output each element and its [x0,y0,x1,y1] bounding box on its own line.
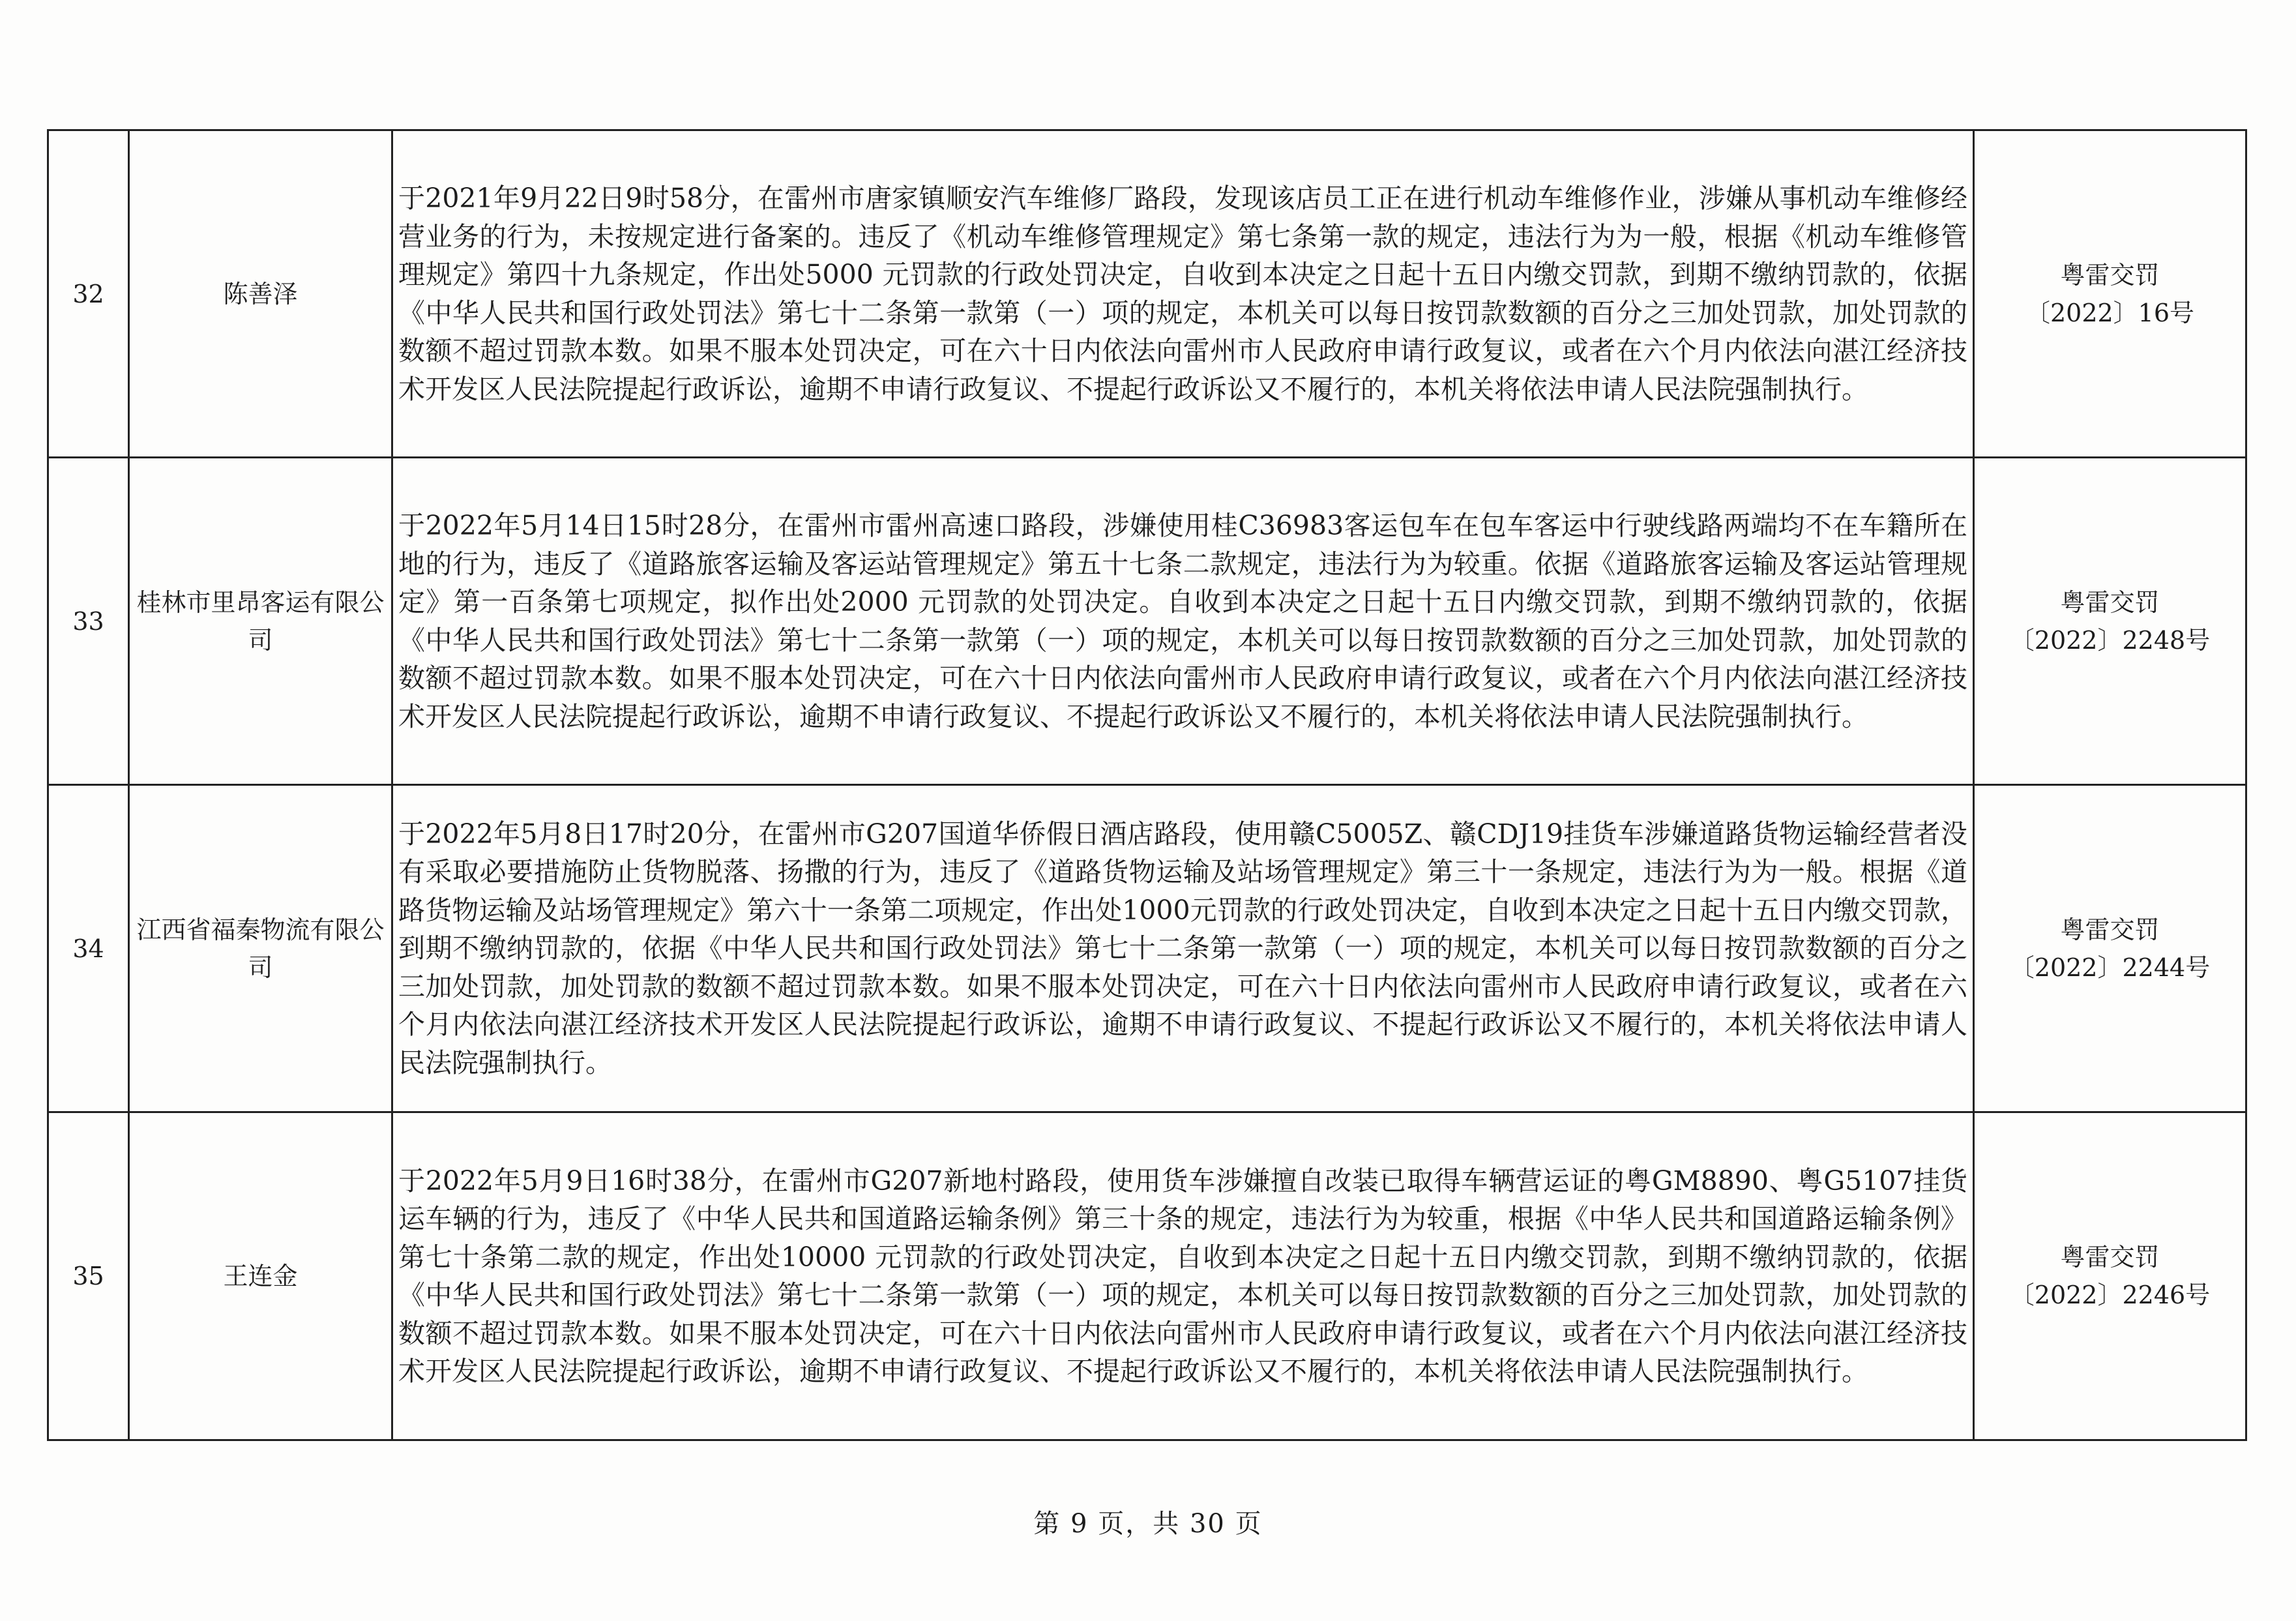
violation-detail: 于2022年5月14日15时28分，在雷州市雷州高速口路段，涉嫌使用桂C36983客运包车在包车客运中行驶线路两端均不在车籍所在地的行为，违反了《道路旅客运输及客运站管理规定》第五十七条二款规定，违法行为为较重。依据《道路旅客运输及客运站管理规定》第一百条第七项规定，拟作出处2000 元罚款的处罚决定。自收到本决定之日起十五日内缴交罚款，到期不缴纳罚款的，依据《中华人民共和国行政处罚法》第七十二条第一款第（一）项的规定，本机关可以每日按罚款数额的百分之三加处罚款，加处罚款的数额不超过罚款本数。如果不服本处罚决定，可在六十日内依法向雷州市人民政府申请行政复议，或者在六个月内依法向湛江经济技术开发区人民法院提起行政诉讼，逾期不申请行政复议、不提起行政诉讼又不履行的，本机关将依法申请人民法院强制执行。 [398,510,1967,732]
document-number: 〔2022〕16号 [2025,298,2195,327]
violation-detail-cell [392,130,1974,458]
party-name-cell [129,458,392,785]
violation-detail: 于2021年9月22日9时58分，在雷州市唐家镇顺安汽车维修厂路段，发现该店员工正在进行机动车维修作业，涉嫌从事机动车维修经营业务的行为，未按规定进行备案的。违反了《机动车维修管理规定》第七条第一款的规定，违法行为为一般，根据《机动车维修管理规定》第四十九条规定，作出处5000 元罚款的行政处罚决定，自收到本决定之日起十五日内缴交罚款，到期不缴纳罚款的，依据《中华人民共和国行政处罚法》第七十二条第一款第（一）项的规定，本机关可以每日按罚款数额的百分之三加处罚款，加处罚款的数额不超过罚款本数。如果不服本处罚决定，可在六十日内依法向雷州市人民政府申请行政复议，或者在六个月内依法向湛江经济技术开发区人民法院提起行政诉讼，逾期不申请行政复议、不提起行政诉讼又不履行的，本机关将依法申请人民法院强制执行。 [398,183,1967,405]
row-number: 32 [48,130,129,458]
party-name-cell [129,1112,392,1440]
document-number-cell [1974,130,2246,458]
penalty-table [47,129,2247,1441]
party-name-cell [129,130,392,458]
table-row [48,130,2246,458]
page-footer: 第 9 页，共 30 页 [1033,1509,1263,1539]
document-number-cell [1974,785,2246,1112]
violation-detail-cell [392,785,1974,1112]
violation-detail-cell [392,1112,1974,1440]
table-row [48,1112,2246,1440]
party-name: 桂林市里昂客运有限公司 [136,587,385,655]
row-number: 33 [48,458,129,785]
violation-detail-cell [392,458,1974,785]
table-row [48,458,2246,785]
row-number: 34 [48,785,129,1112]
violation-detail: 于2022年5月8日17时20分，在雷州市G207国道华侨假日酒店路段，使用赣C5005Z、赣CDJ19挂货车涉嫌道路货物运输经营者没有采取必要措施防止货物脱落、扬撒的行为，违反了《道路货物运输及站场管理规定》第三十一条规定，违法行为为一般。根据《道路货物运输及站场管理规定》第六十一条第二项规定，作出处1000元罚款的行政处罚决定，自收到本决定之日起十五日内缴交罚款，到期不缴纳罚款的，依据《中华人民共和国行政处罚法》第七十二条第一款第（一）项的规定，本机关可以每日按罚款数额的百分之三加处罚款，加处罚款的数额不超过罚款本数。如果不服本处罚决定，可在六十日内依法向雷州市人民政府申请行政复议，或者在六个月内依法向湛江经济技术开发区人民法院提起行政诉讼，逾期不申请行政复议、不提起行政诉讼又不履行的，本机关将依法申请人民法院强制执行。 [398,818,1967,1078]
document-number-prefix: 粤雷交罚 [2060,260,2160,290]
document-number-prefix: 粤雷交罚 [2060,587,2160,617]
document-number-cell [1974,458,2246,785]
document-number-cell [1974,1112,2246,1440]
document-number: 〔2022〕2248号 [2009,625,2211,655]
document-number-prefix: 粤雷交罚 [2060,915,2160,944]
table-row [48,785,2246,1112]
party-name: 江西省福秦物流有限公司 [136,915,385,982]
party-name-cell [129,785,392,1112]
document-number: 〔2022〕2244号 [2009,953,2211,982]
document-number-prefix: 粤雷交罚 [2060,1243,2160,1272]
row-number: 35 [48,1112,129,1440]
violation-detail: 于2022年5月9日16时38分，在雷州市G207新地村路段，使用货车涉嫌擅自改装已取得车辆营运证的粤GM8890、粤G5107挂货运车辆的行为，违反了《中华人民共和国道路运输条例》第三十条的规定，违法行为为较重，根据《中华人民共和国道路运输条例》第七十条第二款的规定，作出处10000 元罚款的行政处罚决定，自收到本决定之日起十五日内缴交罚款，到期不缴纳罚款的，依据《中华人民共和国行政处罚法》第七十二条第一款第（一）项的规定，本机关可以每日按罚款数额的百分之三加处罚款，加处罚款的数额不超过罚款本数。如果不服本处罚决定，可在六十日内依法向雷州市人民政府申请行政复议，或者在六个月内依法向湛江经济技术开发区人民法院提起行政诉讼，逾期不申请行政复议、不提起行政诉讼又不履行的，本机关将依法申请人民法院强制执行。 [398,1165,1967,1387]
party-name: 陈善泽 [223,279,298,308]
document-number: 〔2022〕2246号 [2009,1281,2211,1309]
party-name: 王连金 [223,1262,298,1290]
